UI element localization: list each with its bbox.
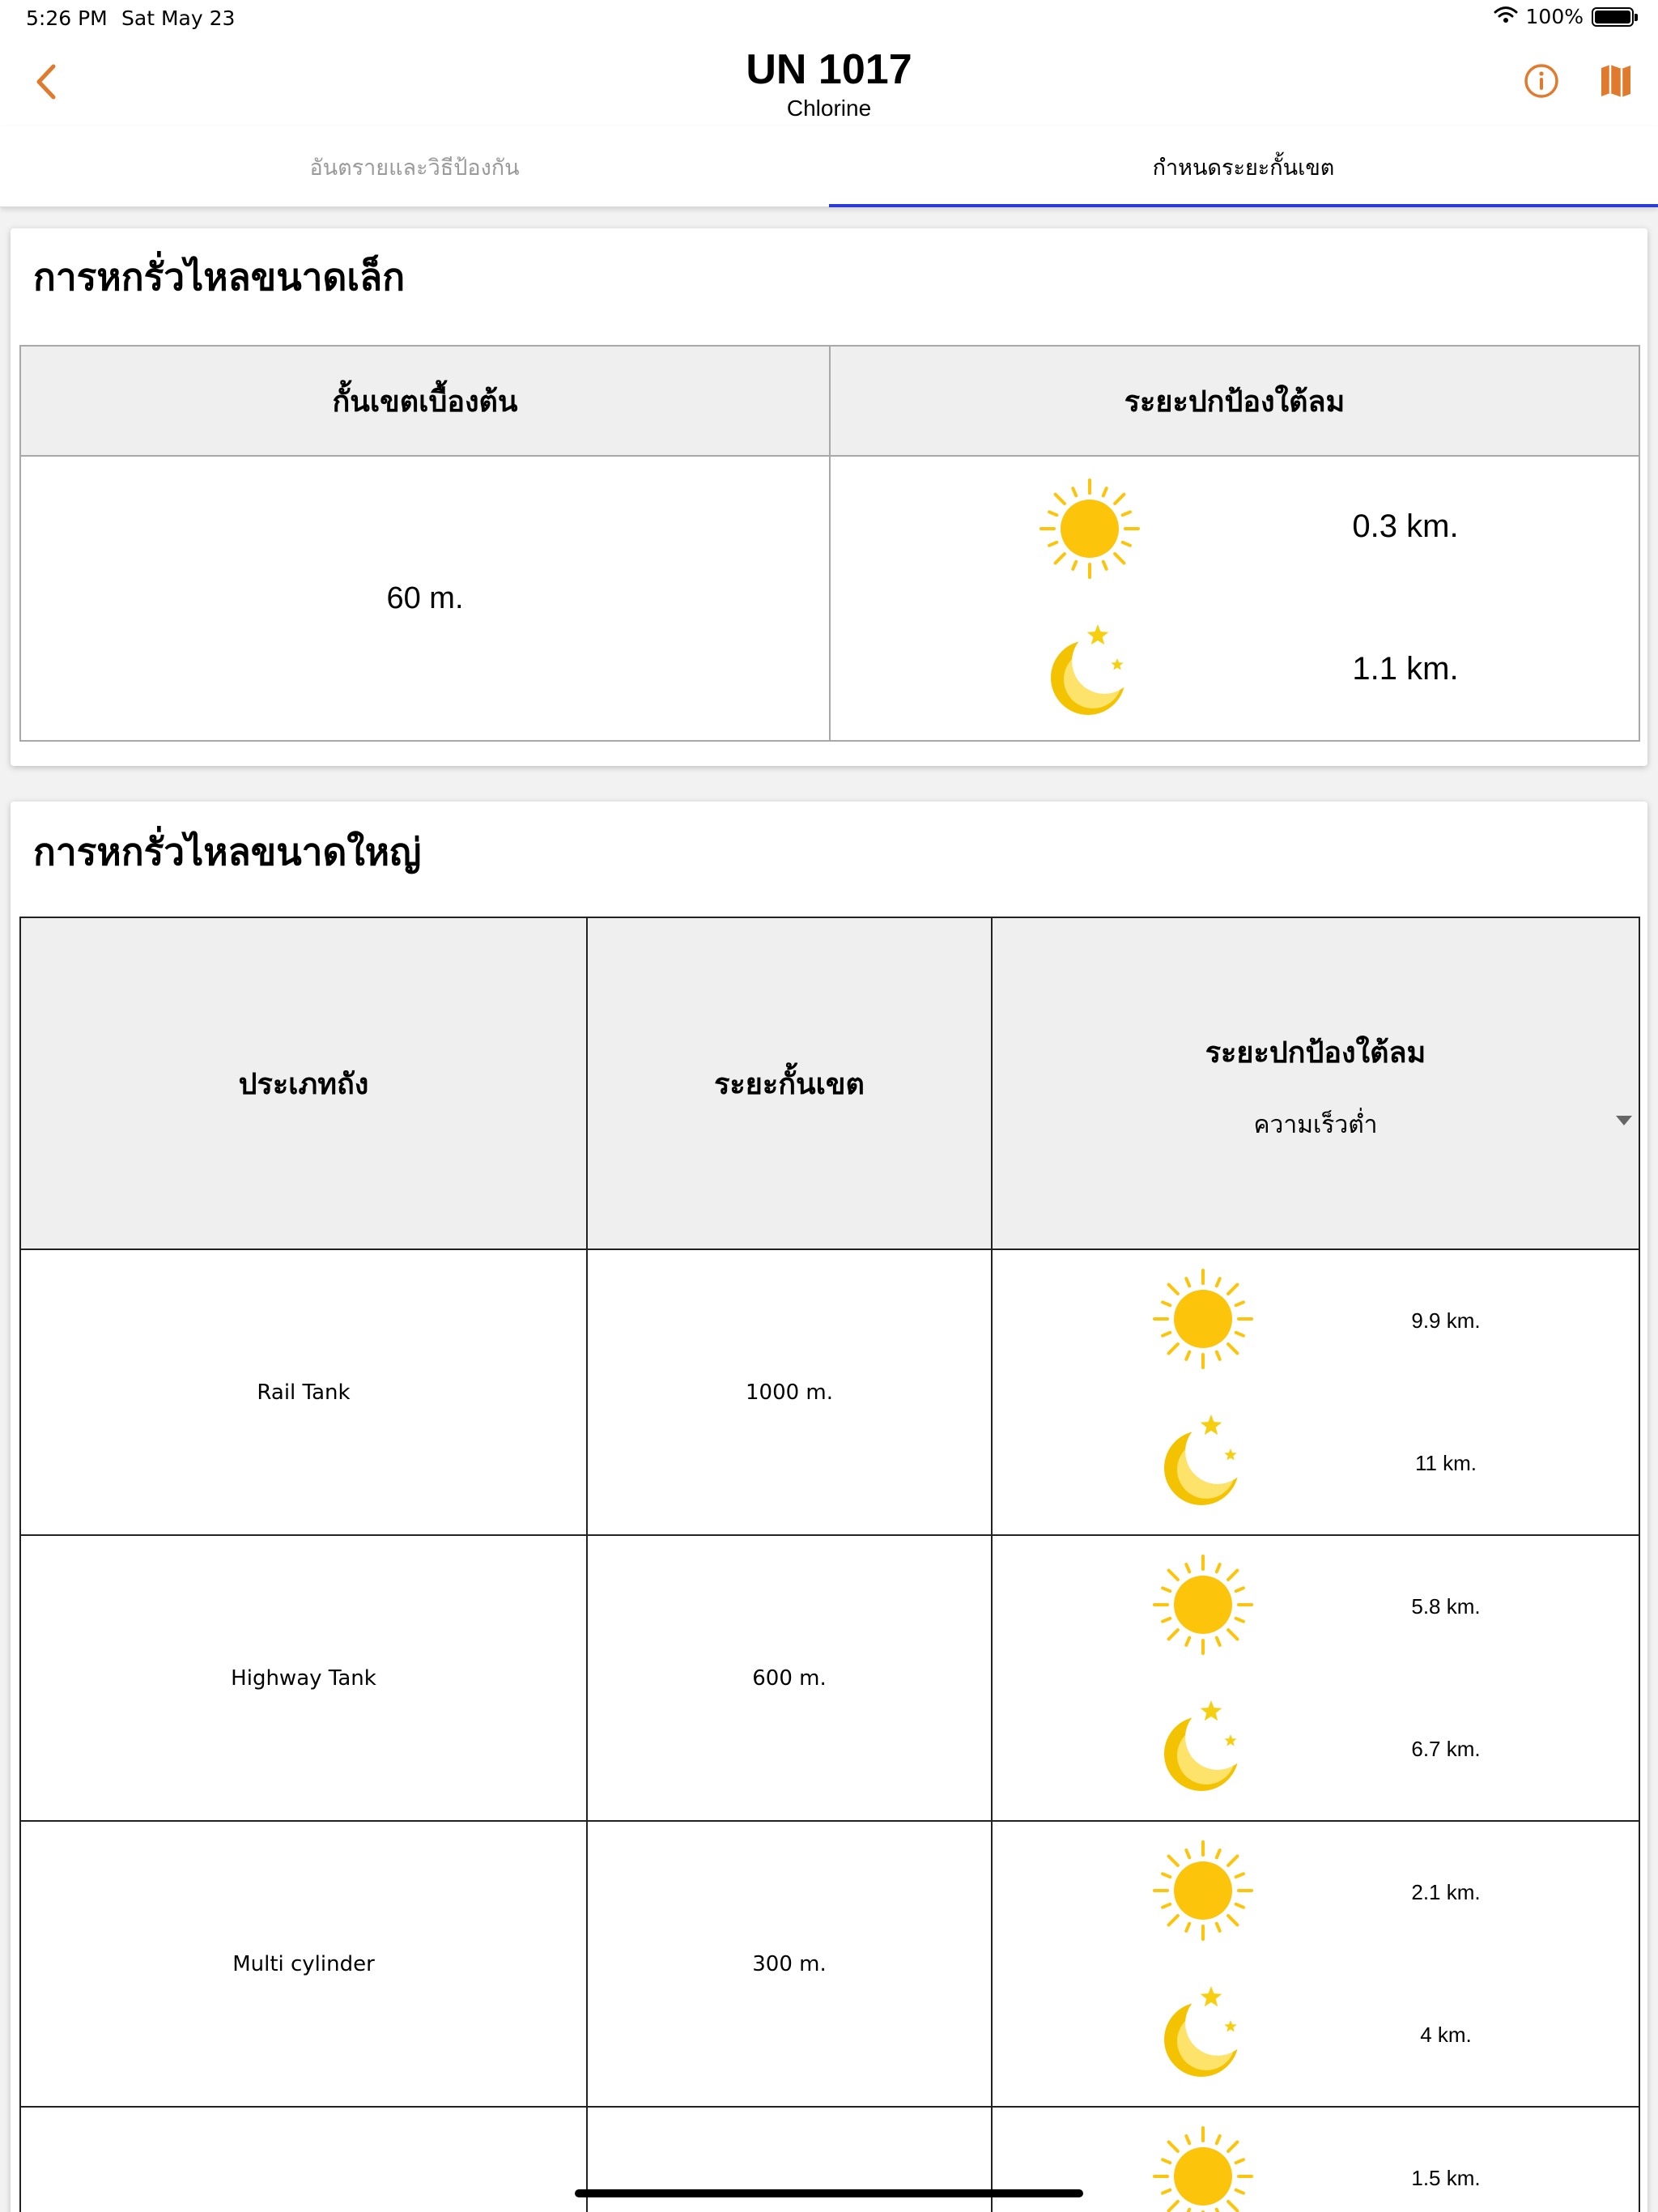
moon-stars-icon: [1150, 1980, 1256, 2086]
moon-stars-icon: [1037, 619, 1142, 724]
night-distance: 11 km.: [1414, 1451, 1477, 1475]
wind-speed-value: ความเร็วต่ำ: [1253, 1110, 1378, 1139]
small-spill-table: [19, 345, 1640, 742]
caret-down-icon: [1616, 1116, 1632, 1125]
sun-icon: [1150, 1838, 1256, 1943]
isolation-cell: 300 m.: [587, 1821, 992, 2107]
protective-cell: [992, 1535, 1639, 1821]
status-time: 5:26 PM: [26, 6, 108, 30]
day-distance: 2.1 km.: [1411, 1880, 1481, 1904]
info-circle-icon: [1524, 63, 1559, 99]
moon-stars-icon: [1150, 1409, 1256, 1514]
sun-icon: [1150, 2124, 1256, 2212]
protective-distance-cell: [830, 456, 1639, 741]
home-indicator: [575, 2189, 1083, 2197]
night-distance: 1.1 km.: [1352, 651, 1459, 687]
status-bar: [0, 0, 1658, 36]
header-protective-distance-large: [992, 917, 1639, 1249]
header-protective-distance: ระยะปกป้องใต้ลม: [830, 346, 1639, 456]
sun-icon: [1150, 1552, 1256, 1657]
protective-cell: [992, 1249, 1639, 1535]
battery-icon: [1592, 7, 1634, 27]
header-protective-distance-label: ระยะปกป้องใต้ลม: [1205, 1036, 1426, 1070]
status-right: [1494, 5, 1634, 28]
header-isolation-distance: ระยะกั้นเขต: [587, 917, 992, 1249]
initial-isolation-value: 60 m.: [20, 456, 830, 741]
table-row: [20, 1249, 1639, 1535]
small-spill-card: [11, 228, 1647, 766]
day-distance: 5.8 km.: [1411, 1594, 1481, 1619]
large-spill-table: [19, 917, 1640, 2212]
info-button[interactable]: [1519, 58, 1564, 104]
moon-stars-icon: [1150, 1695, 1256, 1800]
tab-bar: [0, 126, 1658, 207]
header-initial-isolation: กั้นเขตเบื้องต้น: [20, 346, 830, 456]
large-spill-card: [11, 802, 1647, 2212]
navigation-bar: [0, 36, 1658, 126]
page-subtitle: Chlorine: [786, 96, 872, 121]
sun-icon: [1150, 1266, 1256, 1372]
container-cell: Highway Tank: [20, 1535, 587, 1821]
isolation-cell: 600 m.: [587, 1535, 992, 1821]
battery-percent: 100%: [1525, 5, 1584, 28]
status-date: Sat May 23: [121, 6, 236, 30]
header-container-type: ประเภทถัง: [20, 917, 587, 1249]
sun-icon: [1037, 476, 1142, 581]
container-cell: Rail Tank: [20, 1249, 587, 1535]
table-row: [20, 1821, 1639, 2107]
night-distance: 6.7 km.: [1411, 1737, 1481, 1761]
wifi-icon: [1494, 5, 1518, 28]
protective-cell: [992, 2107, 1639, 2212]
night-distance: 4 km.: [1420, 2023, 1472, 2047]
container-cell: [20, 2107, 587, 2212]
page-title: UN 1017: [746, 46, 912, 93]
table-row: [20, 1535, 1639, 1821]
map-icon: [1600, 63, 1632, 99]
tab-isolation-distance[interactable]: กำหนดระยะกั้นเขต: [1152, 155, 1335, 181]
tab-hazards-protection[interactable]: อันตรายและวิธีป้องกัน: [309, 155, 520, 181]
large-spill-title: การหกรั่วไหลขนาดใหญ่: [33, 830, 422, 874]
small-spill-title: การหกรั่วไหลขนาดเล็ก: [33, 255, 406, 299]
day-distance: 1.5 km.: [1411, 2166, 1481, 2190]
map-button[interactable]: [1593, 58, 1639, 104]
isolation-cell: 1000 m.: [587, 1249, 992, 1535]
day-distance: 0.3 km.: [1352, 508, 1459, 544]
day-distance: 9.9 km.: [1411, 1308, 1481, 1333]
active-tab-indicator: [829, 204, 1658, 207]
wind-speed-dropdown[interactable]: [993, 1106, 1639, 1138]
container-cell: Multi cylinder: [20, 1821, 587, 2107]
protective-cell: [992, 1821, 1639, 2107]
